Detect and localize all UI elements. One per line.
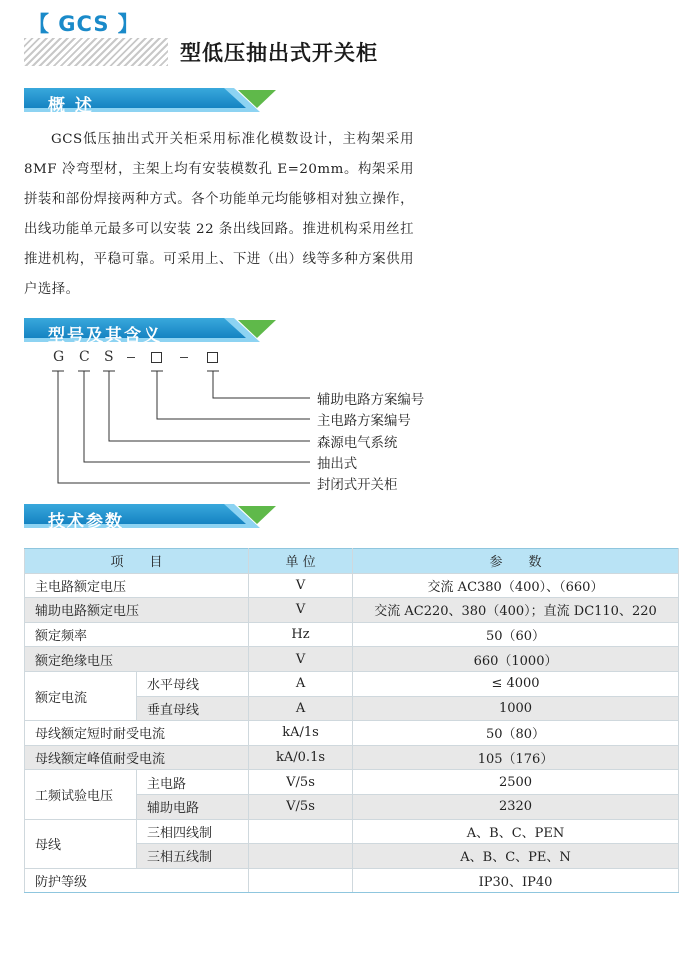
table-cell-value: 660（1000） <box>353 647 679 672</box>
table-cell-item: 母线 <box>25 819 137 868</box>
page-title: 型低压抽出式开关柜 <box>180 41 378 65</box>
overview-line: 线等多种方案供用户选择。 <box>24 252 415 297</box>
table-cell-value: 交流 AC220、380（400）；直流 DC110、220 <box>353 598 679 623</box>
table-cell-unit: Hz <box>249 622 353 647</box>
table-cell-item: 母线额定短时耐受电流 <box>25 721 249 746</box>
product-badge: 【 GCS 】 <box>28 12 140 36</box>
table-cell-value: ≤ 4000 <box>353 671 679 696</box>
model-legend-system: 森源电气系统 <box>317 436 398 451</box>
model-legend-enclosed: 封闭式开关柜 <box>317 478 398 493</box>
table-header-unit: 单 位 <box>249 549 353 574</box>
table-row <box>25 573 679 598</box>
table-cell-value: A、B、C、PEN <box>353 819 679 844</box>
table-row <box>25 598 679 623</box>
table-cell-unit: A <box>249 696 353 721</box>
table-cell-value: A、B、C、PE、N <box>353 844 679 869</box>
technical-parameters-table <box>24 548 679 893</box>
overview-line: 进机构采用丝扛推进机构，平稳可靠。可采用上、下进（出） <box>24 222 414 267</box>
section-title-overview: 概 述 <box>48 96 94 116</box>
overview-line: 架采用拼装和部份焊接两种方式。各个功能单元均能够相对 <box>24 162 414 207</box>
table-cell-value: 1000 <box>353 696 679 721</box>
table-row <box>25 671 679 696</box>
model-code-char-c: C <box>79 349 90 365</box>
table-cell-value: 交流 AC380（400）、（660） <box>353 573 679 598</box>
section-title-specs: 技术参数 <box>48 512 124 532</box>
table-cell-item: 额定电流 <box>25 671 137 720</box>
table-row <box>25 770 679 795</box>
table-cell-unit: V/5s <box>249 794 353 819</box>
table-cell-unit <box>249 819 353 844</box>
table-cell-value: IP30、IP40 <box>353 868 679 893</box>
model-legend-aux-circuit: 辅助电路方案编号 <box>317 393 425 408</box>
table-cell-unit <box>249 844 353 869</box>
table-cell-subitem: 辅助电路 <box>137 794 249 819</box>
table-cell-value: 2500 <box>353 770 679 795</box>
table-cell-unit: A <box>249 671 353 696</box>
table-cell-unit: kA/0.1s <box>249 745 353 770</box>
table-row <box>25 622 679 647</box>
table-cell-unit: V <box>249 647 353 672</box>
overview-line: 独立操作，出线功能单元最多可以安装 22 条出线回路。推 <box>24 192 415 237</box>
table-header-value: 参 数 <box>353 549 679 574</box>
model-legend-draw-out: 抽出式 <box>317 457 358 472</box>
table-cell-value: 50（60） <box>353 622 679 647</box>
section-banner-specs <box>24 504 276 534</box>
table-cell-item: 辅助电路额定电压 <box>25 598 249 623</box>
model-code-char-s: S <box>104 349 114 365</box>
table-header-row <box>25 549 679 574</box>
table-cell-subitem: 垂直母线 <box>137 696 249 721</box>
table-row <box>25 721 679 746</box>
table-cell-unit: V <box>249 598 353 623</box>
table-cell-item: 额定频率 <box>25 622 249 647</box>
table-row <box>25 868 679 893</box>
table-cell-subitem: 水平母线 <box>137 671 249 696</box>
table-row <box>25 745 679 770</box>
overview-line: 采用 8MF 冷弯型材，主架上均有安装模数孔 E=20mm。构 <box>24 132 415 177</box>
table-cell-unit: V/5s <box>249 770 353 795</box>
table-cell-value: 2320 <box>353 794 679 819</box>
table-cell-item: 额定绝缘电压 <box>25 647 249 672</box>
table-cell-unit: V <box>249 573 353 598</box>
table-cell-unit <box>249 868 353 893</box>
table-row <box>25 819 679 844</box>
table-cell-subitem: 三相四线制 <box>137 819 249 844</box>
overview-line: GCS低压抽出式开关柜采用标准化模数设计，主构架 <box>51 132 386 147</box>
model-code-char-g: G <box>53 349 65 365</box>
table-header-item: 项 目 <box>25 549 249 574</box>
table-cell-subitem: 三相五线制 <box>137 844 249 869</box>
table-cell-unit: kA/1s <box>249 721 353 746</box>
section-title-model: 型号及其含义 <box>48 326 162 346</box>
table-cell-item: 防护等级 <box>25 868 249 893</box>
table-cell-subitem: 主电路 <box>137 770 249 795</box>
table-cell-value: 105（176） <box>353 745 679 770</box>
table-cell-item: 主电路额定电压 <box>25 573 249 598</box>
table-cell-item: 母线额定峰值耐受电流 <box>25 745 249 770</box>
table-cell-item: 工频试验电压 <box>25 770 137 819</box>
table-row <box>25 647 679 672</box>
model-legend-main-circuit: 主电路方案编号 <box>317 414 411 429</box>
table-cell-value: 50（80） <box>353 721 679 746</box>
